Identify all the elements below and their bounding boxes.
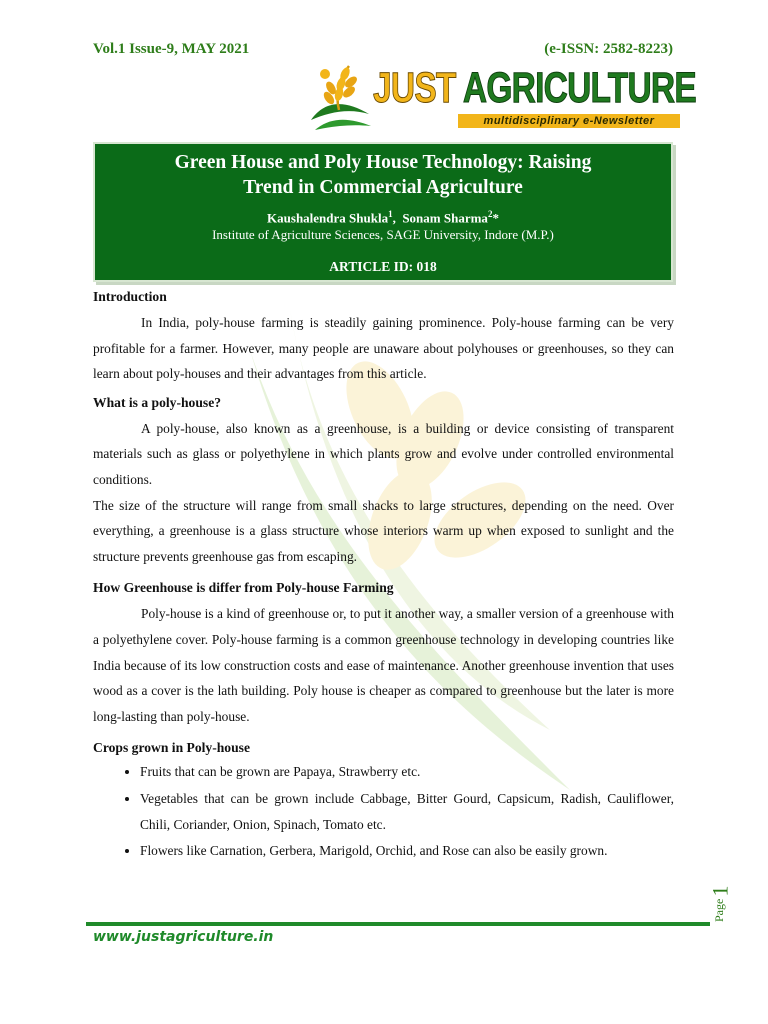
institute: Institute of Agriculture Sciences, SAGE University, Indore (M.P.): [212, 227, 554, 243]
list-item: • Fruits that can be grown are Papaya, Strawberry etc.: [140, 759, 674, 785]
intro-paragraph: In India, poly-house farming is steadily gaining prominence. Poly-house farming can be very profitable for a farmer. However, many people are unaware about polyhouses or greenhouses, so they can learn about poly-houses and their advantages from this article.: [93, 315, 674, 382]
page-label: [707, 880, 738, 930]
heading-introduction: Introduction: [93, 289, 167, 304]
article-id: ARTICLE ID: 018: [329, 259, 437, 275]
list-item: • Flowers like Carnation, Gerbera, Marigold, Orchid, and Rose can also be easily grown.: [140, 838, 674, 864]
footer-rule: [86, 922, 710, 926]
wheat-leaf-icon: [305, 60, 375, 136]
article-title: [95, 150, 671, 200]
volume-issue: Vol.1 Issue-9, MAY 2021: [93, 41, 250, 57]
issn: (e-ISSN: 2582-8223): [544, 41, 673, 57]
authors: Kaushalendra Shukla$^1$, Sonam Sharma$^2$*: [267, 209, 499, 226]
list-item: • Vegetables that can be grown include Cabbage, Bitter Gourd, Capsicum, Radish, Cauliflower, Chili, Coriander, Onion, Spinach, Tomato etc.: [140, 786, 674, 837]
article-banner: [93, 142, 673, 282]
heading-crops: Crops grown in Poly-house: [93, 740, 250, 756]
heading-greenhouse-vs-polyhouse: How Greenhouse is differ from Poly-house Farming: [93, 580, 394, 596]
article-title-line1: Green House and Poly House Technology: Raising: [174, 152, 592, 173]
author-2-affiliation: 2: [487, 209, 493, 219]
corresponding-mark: *: [492, 210, 499, 226]
author-2: Sonam Sharma: [402, 210, 488, 226]
what-paragraph-1: A poly-house, also known as a greenhouse, is a building or device consisting of transparent materials such as glass or polyethylene in which plants grow and evolve under controlled environmental conditions.: [93, 420, 674, 487]
logo-wordmark: [373, 64, 696, 112]
what-paragraph-2: The size of the structure will range from small shacks to large structures, depending on the need. Over everything, a greenhouse is a glass structure whose interiors warm up when exposed to sunlight and the structure prevents greenhouse gas from escaping.: [93, 497, 674, 564]
author-1: Kaushalendra Shukla: [267, 210, 389, 226]
page-number: 1: [707, 885, 733, 897]
differ-paragraph: Poly-house is a kind of greenhouse or, to put it another way, a smaller version of a greenhouse with a polyethylene cover. Poly-house farming is a common greenhouse technology in developing countries like India because of its low construction costs and ease of maintenance. Another greenhouse invention that uses wood as a cover is the lath building. Poly house is cheaper as compared to greenhouse but the later is more long-lasting than poly-house.: [93, 606, 674, 724]
just-agriculture-logo: [305, 60, 696, 136]
heading-what-is-polyhouse: What is a poly-house?: [93, 394, 222, 410]
logo-tagline: multidisciplinary e-Newsletter: [458, 114, 680, 128]
page-word: Page: [712, 898, 726, 922]
logo-word-just: JUST: [373, 64, 456, 112]
footer-website-link[interactable]: www.justagriculture.in: [93, 929, 274, 945]
logo-word-agriculture: AGRICULTURE: [462, 64, 696, 112]
article-title-line2: Trend in Commercial Agriculture: [243, 177, 523, 198]
author-1-affiliation: 1: [388, 209, 393, 219]
crops-list: [93, 759, 674, 863]
article-body: [93, 286, 674, 865]
